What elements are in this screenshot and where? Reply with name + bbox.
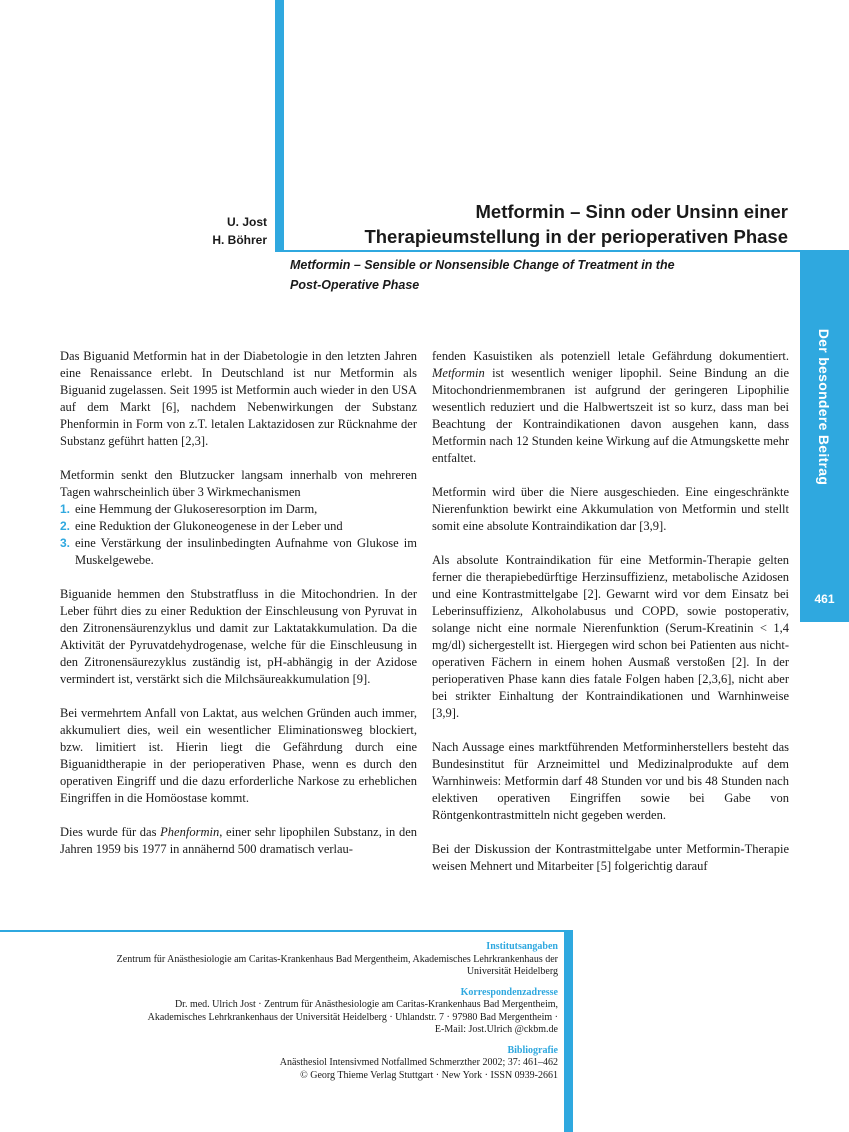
article-title — [300, 199, 788, 249]
paragraph: Metformin senkt den Blutzucker langsam innerhalb von mehreren Tagen wahrscheinlich über 3 Wirkmechanismen — [60, 468, 417, 499]
paragraph: Nach Aussage eines marktführenden Metforminherstellers besteht das Bundesinstitut für Arzneimittel und Medizinalprodukte auf dem Warnhinweis: Metformin darf 48 Stunden vor und bis 48 Stunden nach elektiven operativen Eingriffen sowie bei Gabe von Röntgenkontrastmitteln nicht gegeben werden. — [432, 740, 789, 822]
author-1: U. Jost — [226, 215, 267, 229]
paragraph: Das Biguanid Metformin hat in der Diabetologie in den letzten Jahren eine Renaissance erlebt. In Deutschland ist nur Metformin als Biguanid zugelassen. Seit 1995 ist Metformin auch wieder in den USA auf dem Markt [6], nachdem Nebenwirkungen der Substanz Phenformin in Form von z.T. letalen Laktazidosen zur Rücknahme der Substanz geführt hatten [2,3]. — [60, 349, 417, 448]
text-run: , einer sehr lipophilen Substanz, in den Jahren 1959 bis 1977 in annähernd 500 dramatisch verlau- — [60, 825, 418, 856]
bottom-accent-bar — [564, 930, 573, 1132]
section-label: Der besondere Beitrag — [816, 328, 833, 486]
body-column-right — [432, 348, 789, 892]
author-2: H. Böhrer — [212, 233, 267, 247]
subtitle-line-2: Post-Operative Phase — [290, 278, 420, 292]
paragraph — [432, 348, 789, 467]
list-number: 2. — [60, 519, 71, 533]
list-number: 3. — [60, 536, 71, 550]
text-run: fenden Kasuistiken als potenziell letale Gefährdung dokumentiert. — [432, 349, 789, 363]
correspondence-line: Akademisches Lehrkrankenhaus der Universität Heidelberg · Uhlandstr. 7 · 97980 Bad Mergentheim · — [147, 1011, 558, 1023]
emphasis: Phenformin — [160, 825, 220, 839]
section-side-tab — [800, 252, 849, 622]
list-text: eine Hemmung der Glukoseresorption im Darm, — [75, 502, 318, 516]
list-text: eine Verstärkung der insulinbedingten Aufnahme von Glukose im Muskelgewebe. — [75, 536, 417, 567]
bibliography-heading: Bibliografie — [507, 1044, 558, 1056]
bibliography-line: Anästhesiol Intensivmed Notfallmed Schmerzther 2002; 37: 461–462 — [279, 1057, 558, 1068]
author-list — [212, 213, 267, 249]
footer-rule — [0, 930, 573, 932]
institution-line: Universität Heidelberg — [466, 966, 558, 977]
list-number: 1. — [60, 502, 71, 516]
mechanism-list — [60, 501, 417, 569]
list-item — [60, 518, 417, 535]
text-run: ist wesentlich weniger lipophil. Seine Bindung an die Mitochondrienmembranen ist aufgrund der geringeren Lipophilie wesentlich reduziert und die Halbwertszeit ist so kurz, dass man bei Beachtung der Kontraindikationen davon ausgehen kann, dass Metformin nach 12 Stunden keine Wirkung auf die Atmungskette mehr entfaltet. — [432, 366, 789, 465]
text-run: Dies wurde für das — [60, 825, 161, 839]
article-subtitle — [290, 255, 710, 295]
subtitle-line-1: Metformin – Sensible or Nonsensible Change of Treatment in the — [290, 258, 675, 272]
correspondence-heading: Korrespondenzadresse — [460, 986, 558, 998]
section-label-wrap — [800, 252, 849, 562]
paragraph: Metformin wird über die Niere ausgeschieden. Eine eingeschränkte Nierenfunktion bewirkt eine Akkumulation von Metformin und stellt somit eine absolute Kontraindikation dar [3,9]. — [432, 485, 789, 533]
header-rule — [275, 250, 849, 252]
bibliography-line: © Georg Thieme Verlag Stuttgart · New York · ISSN 0939-2661 — [300, 1069, 558, 1081]
institution-heading: Institutsangaben — [486, 941, 558, 952]
list-text: eine Reduktion der Glukoneogenese in der Leber und — [75, 519, 343, 533]
correspondence-email: E-Mail: Jost.Ulrich @ckbm.de — [434, 1024, 558, 1035]
paragraph: Biguanide hemmen den Stubstratfluss in die Mitochondrien. In der Leber führt dies zu einer Reduktion der Einschleusung von Pyruvat in den Zitronensäurenzyklus und damit zur Laktatakkumulation. Da die Aktivität der Pyruvatdehydrogenase, welche für die Einschleusung in den Zitronensäurezyklus zuständig ist, pH-abhängig in der Azidose vermindert ist, verstärkt sich die Milchsäureakkumulation [9]. — [60, 587, 417, 686]
title-line-1: Metformin – Sinn oder Unsinn einer — [475, 201, 788, 222]
paragraph — [60, 824, 417, 858]
list-item — [60, 535, 417, 569]
article-info-box — [40, 941, 558, 1082]
body-column-left — [60, 348, 417, 875]
institution-line: Zentrum für Anästhesiologie am Caritas-Krankenhaus Bad Mergentheim, Akademisches Lehrkrankenhaus der — [116, 953, 558, 965]
title-line-2: Therapieumstellung in der perioperativen Phase — [364, 226, 788, 247]
top-accent-bar — [275, 0, 284, 252]
paragraph: Als absolute Kontraindikation für eine Metformin-Therapie gelten ferner die therapiebedürftige Herzinsuffizienz, metabolische Azidosen und eine Kontrastmittelgabe [2]. Gewarnt wird vor dem Einsatz bei Leberinsuffizienz, Alkoholabusus und COPD, sowie postoperativ, solange nicht eine normale Nierenfunktion (Serum-Kreatinin < 1,4 mg/dl) sichergestellt ist. Hiergegen wird schon bei Patienten aus nicht-operativen Fächern in einem hohen Ausmaß verstoßen [2]. In der perioperativen Phase kann dies fatale Folgen haben [2,3,6], nicht aber bei strikter Einhaltung der Kontraindikationen und Warnhinweise [3,9]. — [432, 553, 789, 720]
list-item — [60, 501, 417, 518]
paragraph: Bei vermehrtem Anfall von Laktat, aus welchen Gründen auch immer, akkumuliert dies, weil ein wesentlicher Eliminationsweg blockiert, bzw. limitiert ist. Hierin liegt die Gefährdung durch eine Biguanidtherapie in der perioperativen Phase, wenn es durch den operativen Eingriff und die dazu erforderliche Narkose zu erheblichen Eingriffen in die Homöostase kommt. — [60, 706, 417, 805]
page-number: 461 — [814, 592, 835, 606]
emphasis: Metformin — [432, 366, 485, 380]
correspondence-line: Dr. med. Ulrich Jost · Zentrum für Anästhesiologie am Caritas-Krankenhaus Bad Mergentheim, — [174, 999, 558, 1010]
paragraph: Bei der Diskussion der Kontrastmittelgabe unter Metformin-Therapie weisen Mehnert und Mitarbeiter [5] folgerichtig darauf — [432, 842, 789, 873]
